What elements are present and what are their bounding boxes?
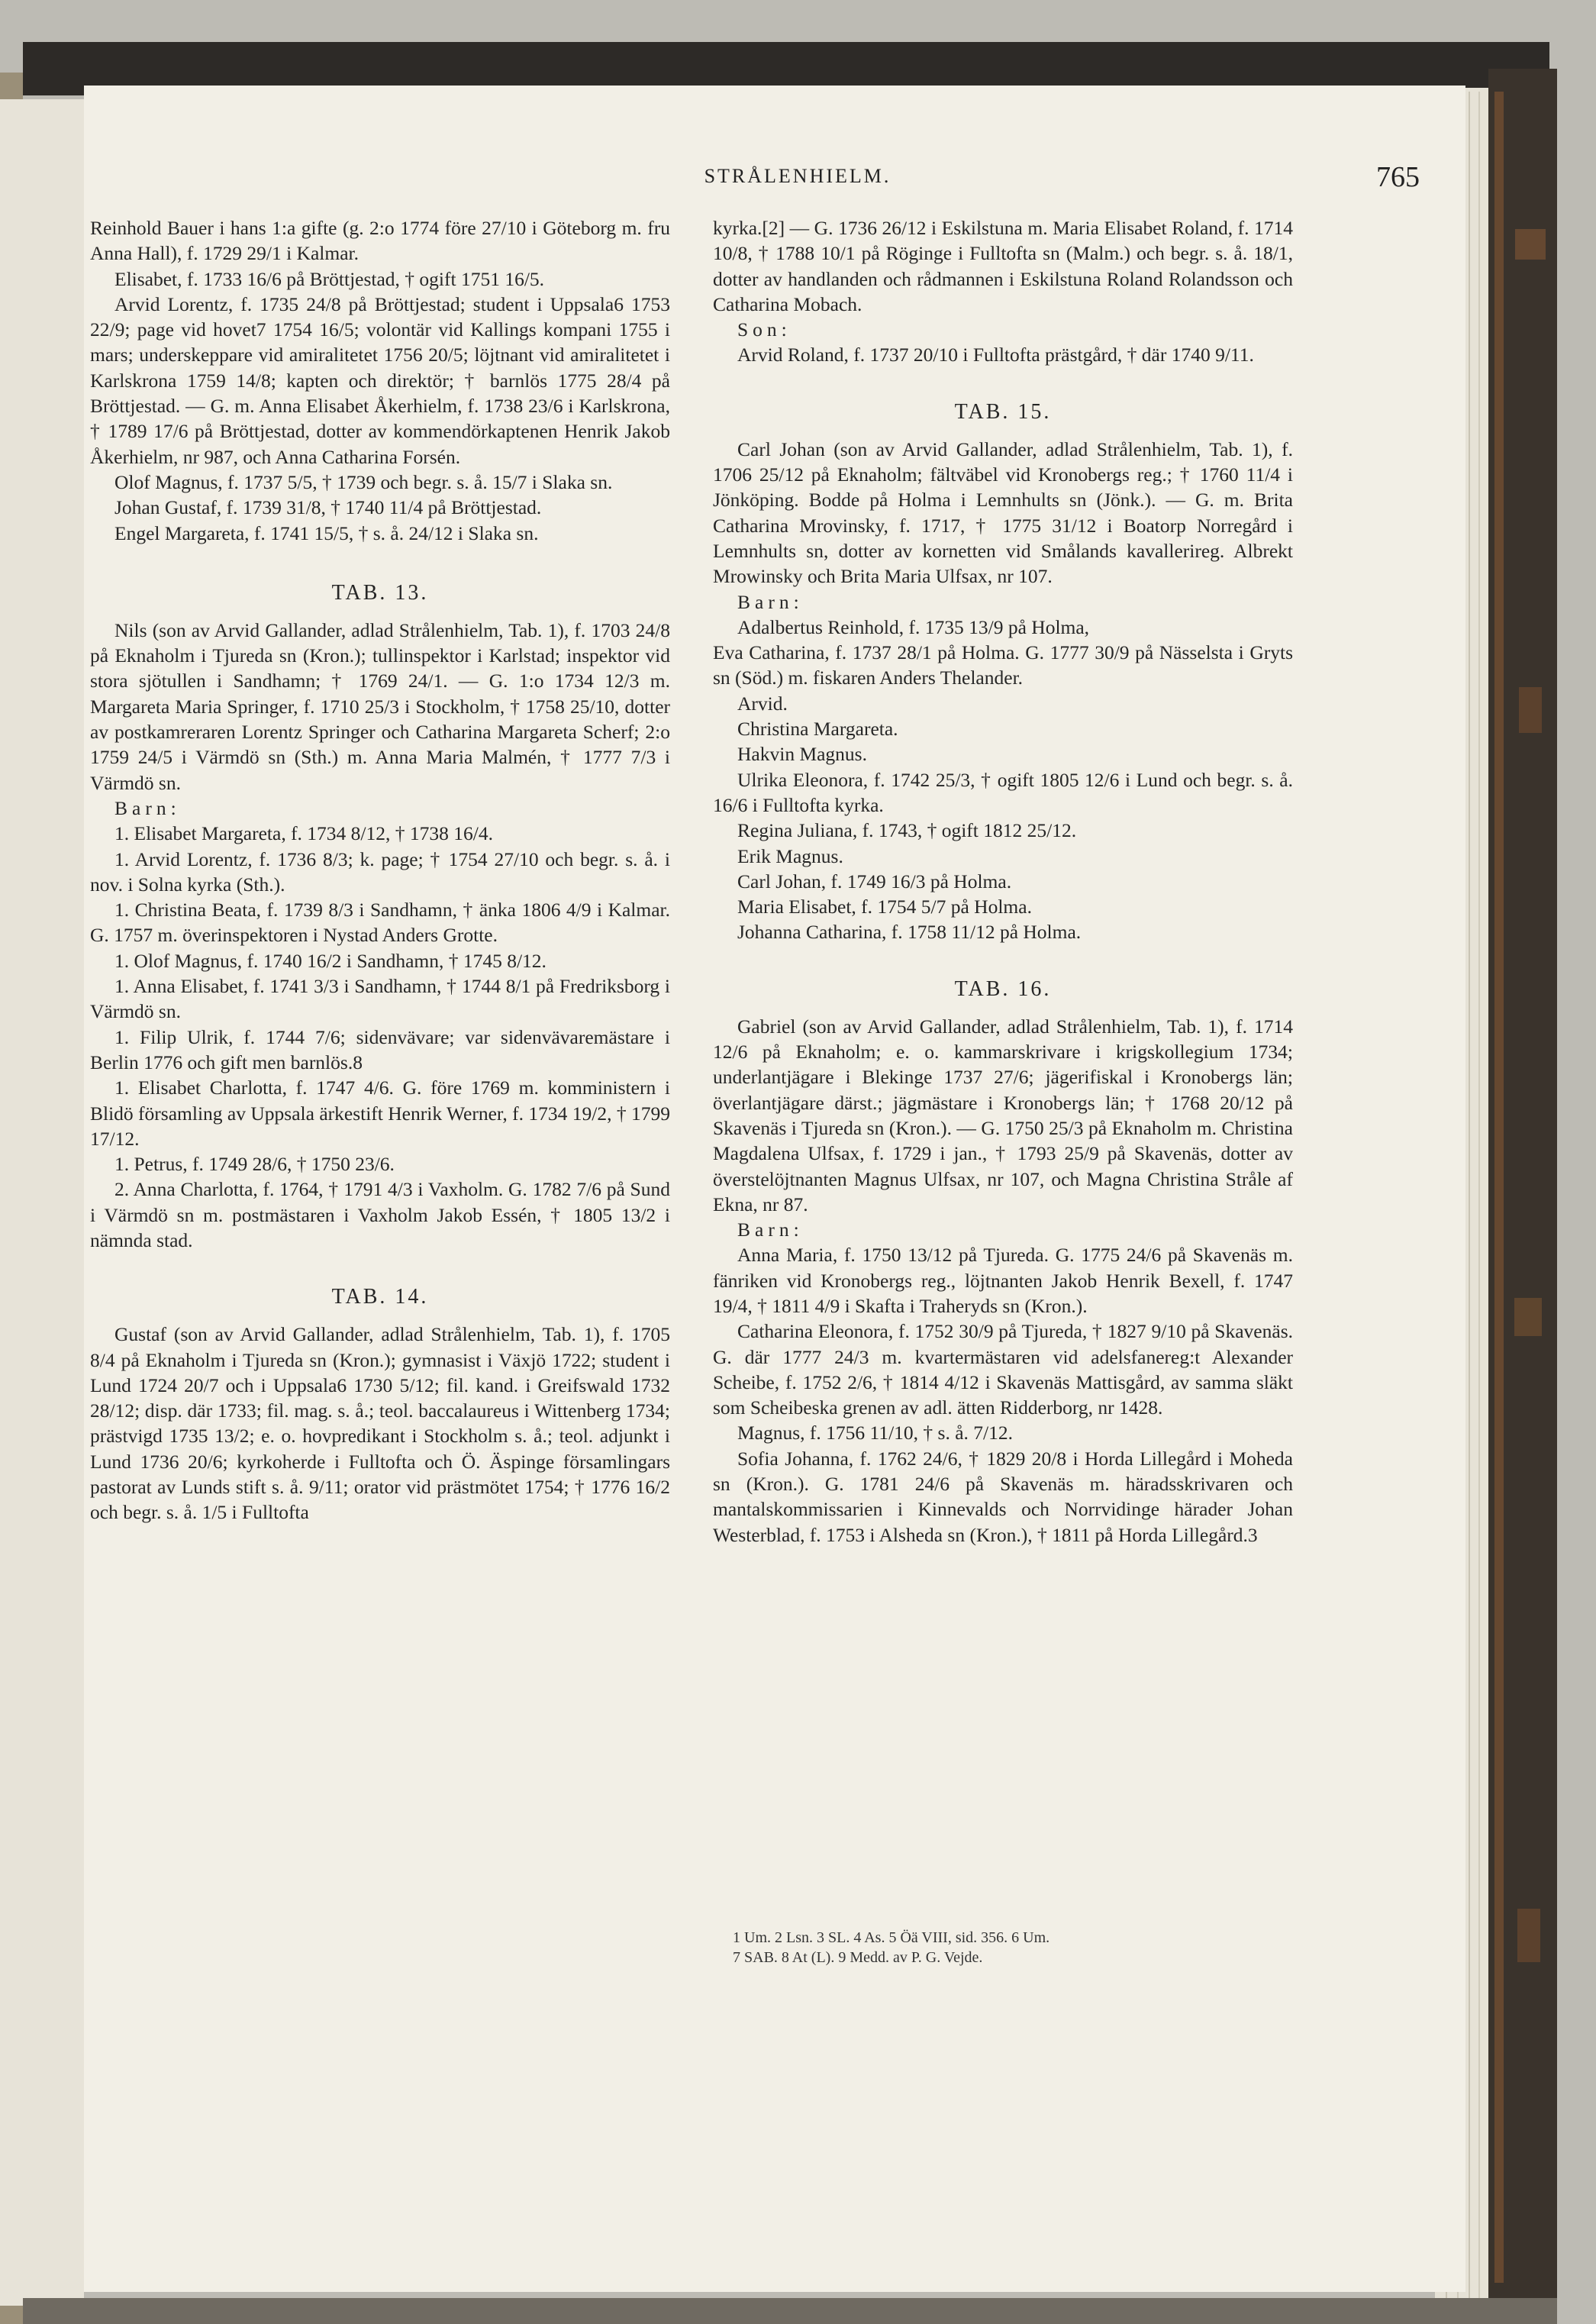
running-head [176,160,1420,199]
child-entry: Arvid. [737,692,788,715]
child-entry: 1. Arvid Lorentz, f. 1736 8/3; k. page; † 1754 27/10 och begr. s. å. i nov. i Solna kyrka (Sth.). [90,847,670,896]
neighbor-page-strip [0,99,84,2306]
page-header-title: STRÅLENHIELM. [704,165,892,187]
genealogy-entry: Johan Gustaf, f. 1739 31/8, † 1740 11/4 på Bröttjestad. [114,496,542,519]
child-entry: Christina Margareta. [737,718,898,741]
children-label: Barn: [114,796,181,819]
bottom-board [23,2298,1557,2324]
genealogy-entry: Elisabet, f. 1733 16/6 på Bröttjestad, † ogift 1751 16/5. [114,267,545,290]
paragraph: Gustaf (son av Arvid Gallander, adlad Strålenhielm, Tab. 1), f. 1705 8/4 på Eknaholm i Tjureda sn (Kron.); gymnasist i Växjö 1722; student i Lund 1724 20/7 och i Uppsala6 1730 5/12; fil. kand. i Greifswald 1732 28/12; disp. där 1733; fil. mag. s. å.; teol. baccalaureus i Wittenberg 1734; prästvigd 1735 13/2; e. o. hovpredikant i Stockholm s. å.; teol. adjunkt i Lund 1736 20/6; kyrkoherde i Fulltofta och Ö. Äspinge församlingars pastorat av Lunds stift s. å. 9/11; orator vid prästmötet 1754; † 1776 16/2 och begr. s. å. 1/5 i Fulltofta [90,1323,670,1524]
table-heading: TAB. 14. [331,1285,429,1309]
child-entry: 2. Anna Charlotta, f. 1764, † 1791 4/3 i Vaxholm. G. 1782 7/6 på Sund i Värmdö sn m. postmästaren i Vaxholm Jakob Essén, † 1805 13/2 i nämnda stad. [90,1178,670,1251]
child-entry: Ulrika Eleonora, f. 1742 25/3, † ogift 1805 12/6 i Lund och begr. s. å. 16/6 i Fulltofta kyrka. [713,768,1293,816]
paragraph: Gabriel (son av Arvid Gallander, adlad Strålenhielm, Tab. 1), f. 1714 12/6 på Eknaholm; e. o. kammarskrivare i krigskollegium 1734; underlantjägare i Blekinge 1737 27/6; jägerifiskal i Kronobergs län; överlantjägare därst.; jägmästare i Kronobergs län; † 1768 20/12 på Skavenäs i Tjureda sn (Kron.). — G. 1750 25/3 på Eknaholm m. Christina Magdalena Ulfsax, f. 1729 i jan., † 1793 25/9 på Skavenäs, dotter av överstelöjtnanten Magnus Ulfsax, nr 107, och Magna Christina Stråle af Ekna, nr 87. [713,1015,1293,1215]
child-entry: Maria Elisabet, f. 1754 5/7 på Holma. [737,896,1032,918]
child-entry: Eva Catharina, f. 1737 28/1 på Holma. G. 1777 30/9 på Nässelsta i Gryts sn (Söd.) m. fiskaren Anders Thelander. [713,641,1293,689]
children-label: Barn: [737,590,804,613]
child-entry: 1. Elisabet Margareta, f. 1734 8/12, † 1738 16/4. [114,822,493,845]
paragraph: Reinhold Bauer i hans 1:a gifte (g. 2:o 1774 före 27/10 i Göteborg m. fru Anna Hall), f. 1729 29/1 i Kalmar. [90,217,670,265]
genealogy-entry: Olof Magnus, f. 1737 5/5, † 1739 och begr. s. å. 15/7 i Slaka sn. [114,470,613,493]
child-entry: Adalbertus Reinhold, f. 1735 13/9 på Holma, [737,615,1090,638]
footnote-line: 7 SAB. 8 At (L). 9 Medd. av P. G. Vejde. [733,1949,983,1966]
paragraph: Nils (son av Arvid Gallander, adlad Strålenhielm, Tab. 1), f. 1703 24/8 på Eknaholm i Tjureda sn (Kron.); tullinspektor i Karlstad; inspektor vid stora sjötullen i Sandhamn; † 1769 24/1. — G. 1:o 1734 12/3 m. Margareta Maria Springer, f. 1710 25/3 i Stockholm, † 1758 25/10, dotter av postkamreraren Lorentz Springer och Catharina Margareta Scherf; 2:o 1759 24/5 i Värmdö sn (Sth.) m. Anna Maria Malmén, † 1777 7/3 i Värmdö sn. [90,618,670,794]
child-entry: 1. Filip Ulrik, f. 1744 7/6; sidenvävare; var sidenvävaremästare i Berlin 1776 och gift men barnlös.8 [90,1025,670,1073]
child-entry: Erik Magnus. [737,844,843,867]
table-heading: TAB. 13. [331,580,429,605]
child-entry: Hakvin Magnus. [737,743,867,766]
child-entry: 1. Elisabet Charlotta, f. 1747 4/6. G. före 1769 m. komministern i Blidö församling av Uppsala ärkestift Henrik Werner, f. 1734 19/2, † 1799 17/12. [90,1076,670,1150]
child-entry: Anna Maria, f. 1750 13/12 på Tjureda. G. 1775 24/6 på Skavenäs m. fänriken vid Kronobergs reg., löjtnanten Jakob Henrik Bexell, f. 1747 19/4, † 1811 4/9 i Skafta i Traheryds sn (Kron.). [713,1244,1293,1317]
child-entry: Regina Juliana, f. 1743, † ogift 1812 25/12. [737,819,1077,842]
left-column [90,215,670,1525]
child-entry: Sofia Johanna, f. 1762 24/6, † 1829 20/8 i Horda Lillegård i Moheda sn (Kron.). G. 1781 24/6 på Skavenäs m. häradsskrivaren och mantalskommissarien i Kinnevalds och Norrvidinge härader Johan Westerblad, f. 1753 i Alsheda sn (Kron.), † 1811 på Horda Lillegård.3 [713,1447,1293,1546]
child-entry: 1. Olof Magnus, f. 1740 16/2 i Sandhamn, † 1745 8/12. [114,949,547,972]
children-label: Son: [737,318,792,341]
child-entry: 1. Christina Beata, f. 1739 8/3 i Sandhamn, † änka 1806 4/9 i Kalmar. G. 1757 m. överinspektoren i Nystad Anders Grotte. [90,899,670,947]
table-heading: TAB. 16. [954,976,1052,1001]
child-entry: Carl Johan, f. 1749 16/3 på Holma. [737,870,1012,892]
footnote-line: 1 Um. 2 Lsn. 3 SL. 4 As. 5 Öä VIII, sid. 356. 6 Um. [733,1929,1050,1946]
genealogy-entry: Arvid Lorentz, f. 1735 24/8 på Bröttjestad; student i Uppsala6 1753 22/9; page vid hovet7 1754 16/5; volontär vid Kallings kompani 1755 i mars; underskeppare vid amiralitetet 1756 20/5; löjtnant vid amiralitetet i Karlskrona 1759 14/8; kapten och direktör; † barnlös 1775 28/4 på Bröttjestad. — G. m. Anna Elisabet Åkerhielm, f. 1738 23/6 i Karlskrona, † 1789 17/6 på Bröttjestad, dotter av kommendörkaptenen Henrik Jakob Åkerhielm, nr 987, och Anna Catharina Forsén. [90,292,670,468]
right-column [713,215,1293,1548]
children-label: Barn: [737,1218,804,1241]
child-entry: Catharina Eleonora, f. 1752 30/9 på Tjureda, † 1827 9/10 på Skavenäs. G. där 1777 24/3 m. kvartermästaren vid adelsfanereg:t Alexander Scheibe, f. 1752 2/6, † 1814 4/12 i Skavenäs Mattisgård, av samma släkt som Scheibeska grenen av adl. ätten Ridderborg, nr 1428. [713,1320,1293,1419]
page-number: 765 [1376,161,1420,193]
footnotes [713,1928,1293,1967]
table-heading: TAB. 15. [954,399,1052,424]
child-entry: Magnus, f. 1756 11/10, † s. å. 7/12. [737,1422,1013,1444]
child-entry: Arvid Roland, f. 1737 20/10 i Fulltofta prästgård, † där 1740 9/11. [737,344,1254,366]
paragraph: kyrka.[2] — G. 1736 26/12 i Eskilstuna m. Maria Elisabet Roland, f. 1714 10/8, † 1788 10/1 på Röginge i Fulltofta sn (Malm.) och begr. s. å. 18/1, dotter av handlanden och rådmannen i Eskilstuna Roland Rolandsson och Catharina Mobach. [713,217,1293,315]
child-entry: 1. Petrus, f. 1749 28/6, † 1750 23/6. [114,1153,395,1176]
child-entry: Johanna Catharina, f. 1758 11/12 på Holma. [737,921,1082,944]
paragraph: Carl Johan (son av Arvid Gallander, adlad Strålenhielm, Tab. 1), f. 1706 25/12 på Eknaholm; fältväbel vid Kronobergs reg.; † 1760 11/4 i Jönköping. Bodde på Holma i Lemnhults sn (Jönk.). — G. m. Brita Catharina Mrovinsky, f. 1717, † 1775 31/12 i Boatorp Norregård i Lemnhults sn, dotter av kornetten vid Smålands kavallerireg. Albrekt Mrowinsky och Brita Maria Ulfsax, nr 107. [713,437,1293,588]
genealogy-entry: Engel Margareta, f. 1741 15/5, † s. å. 24/12 i Slaka sn. [114,521,539,544]
child-entry: 1. Anna Elisabet, f. 1741 3/3 i Sandhamn, † 1744 8/1 på Fredriksborg i Värmdö sn. [90,975,670,1023]
